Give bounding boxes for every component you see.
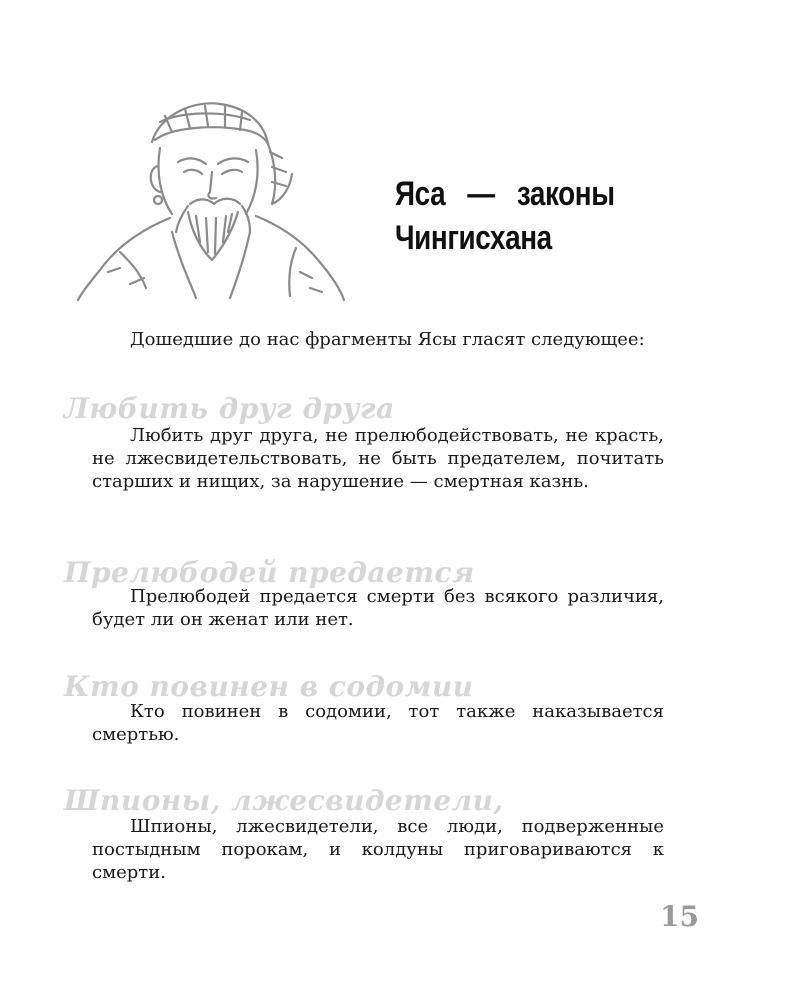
section-3-paragraph: Кто повинен в содомии, тот также наказывается смертью. [92,701,664,745]
section-3-watermark: Кто повинен в содомии [64,670,474,703]
genghis-khan-portrait-illustration [60,92,360,302]
page-number: 15 [660,900,699,933]
section-4-paragraph: Шпионы, лжесвидетели, все люди, подверженные постыдным порокам, и колдуны приговариваются к смерти. [92,816,664,883]
section-1-watermark: Любить друг друга [64,392,395,425]
section-1-paragraph: Любить друг друга, не прелюбодействовать, не красть, не лжесвидетельствовать, не быть предателем, почитать старших и нищих, за нарушение — смертная казнь. [92,425,664,492]
intro-paragraph: Дошедшие до нас фрагменты Ясы гласят следующее: [130,329,645,350]
section-2-watermark: Прелюбодей предается [64,556,475,589]
chapter-title-line2: Чингисхана [395,219,552,257]
chapter-title-line1: Яса — законы [395,175,615,213]
chapter-title [395,172,641,260]
section-4-watermark: Шпионы, лжесвидетели, [64,784,504,817]
section-2-paragraph: Прелюбодей предается смерти без всякого различия, будет ли он женат или нет. [92,586,664,630]
